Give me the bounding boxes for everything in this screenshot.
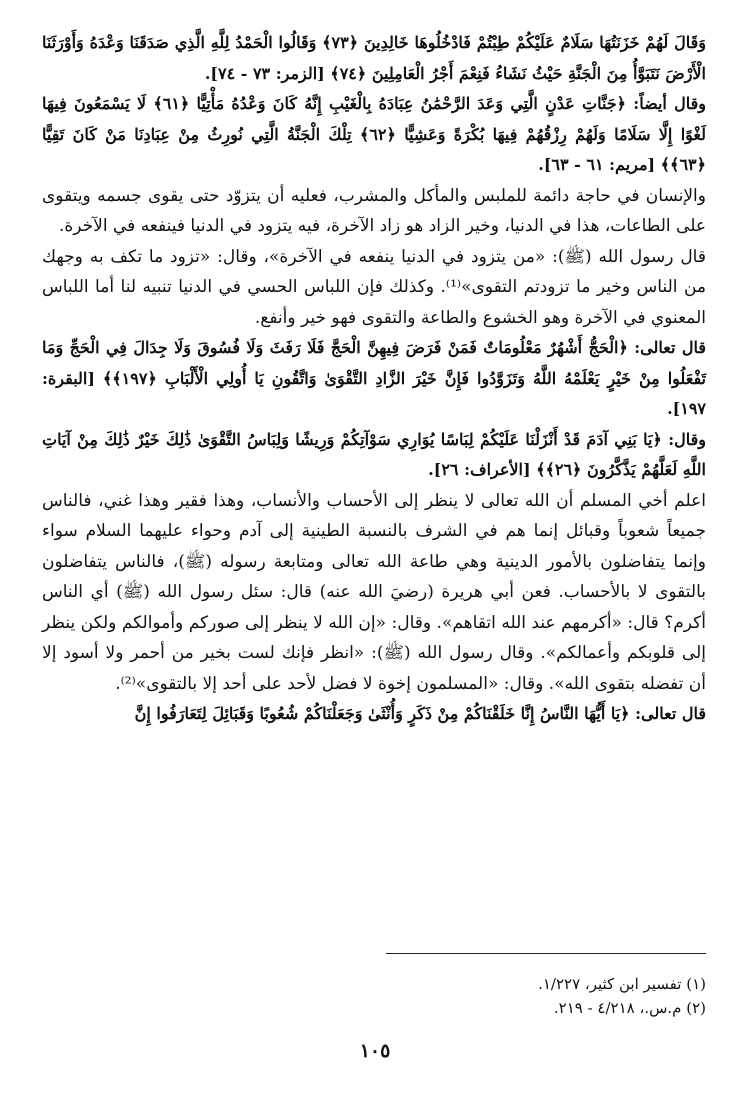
page-body (42, 28, 706, 730)
page-number: ١٠٥ (359, 1040, 391, 1062)
quran-verse-zumar: وَقَالَ لَهُمْ خَزَنَتُهَا سَلَامٌ عَلَيْكُمْ طِبْتُمْ فَادْخُلُوهَا خَالِدِينَ ﴿٧٣﴾ وَقَالُوا الْحَمْدُ لِلَّهِ الَّذِي صَدَقَنَا وَعْدَهُ وَأَوْرَثَنَا الْأَرْضَ نَتَبَوَّأُ مِنَ الْجَنَّةِ حَيْثُ نَشَاءُ فَنِعْمَ أَجْرُ الْعَامِلِينَ ﴿٧٤﴾ [الزمر: ٧٣ - ٧٤]. (42, 33, 706, 83)
quran-verse-maryam: وقال أيضاً: ﴿جَنَّاتِ عَدْنٍ الَّتِي وَعَدَ الرَّحْمَٰنُ عِبَادَهُ بِالْغَيْبِ إِنَّهُ كَانَ وَعْدُهُ مَأْتِيًّا ﴿٦١﴾ لَا يَسْمَعُونَ فِيهَا لَغْوًا إِلَّا سَلَامًا وَلَهُمْ رِزْقُهُمْ فِيهَا بُكْرَةً وَعَشِيًّا ﴿٦٢﴾ تِلْكَ الْجَنَّةُ الَّتِي نُورِثُ مِنْ عِبَادِنَا مَنْ كَانَ تَقِيًّا ﴿٦٣﴾﴾ [مريم: ٦١ - ٦٣]. (42, 94, 707, 174)
footnote-2: (٢) م.س.، ٤/٢١٨ - ٢١٩. (553, 999, 706, 1017)
quran-verse-araf: وقال: ﴿يَا بَنِي آدَمَ قَدْ أَنْزَلْنَا عَلَيْكُمْ لِبَاسًا يُوَارِي سَوْآتِكُمْ وَرِيشًا وَلِبَاسُ التَّقْوَىٰ ذَٰلِكَ خَيْرٌ ذَٰلِكَ مِنْ آيَاتِ اللَّهِ لَعَلَّهُمْ يَذَّكَّرُونَ ﴿٢٦﴾﴾ [الأعراف: ٢٦]. (42, 429, 706, 479)
paragraph-hadith-provision: قال رسول الله (ﷺ): «من يتزود في الدنيا ينفعه في الآخرة»، وقال: «تزود ما تكف به وجهك من الناس وخير ما تزودتم التقوى»⁽¹⁾. وكذلك فإن اللباس الحسي في الدنيا تنبيه لنا أما اللباس المعنوي في الآخرة وهو الخشوع والطاعة والتقوى فهو خير وأنفع. (42, 246, 707, 328)
quran-verse-baqarah: قال تعالى: ﴿الْحَجُّ أَشْهُرٌ مَعْلُومَاتٌ فَمَنْ فَرَضَ فِيهِنَّ الْحَجَّ فَلَا رَفَثَ وَلَا فُسُوقَ وَلَا جِدَالَ فِي الْحَجِّ وَمَا تَفْعَلُوا مِنْ خَيْرٍ يَعْلَمْهُ اللَّهُ وَتَزَوَّدُوا فَإِنَّ خَيْرَ الزَّادِ التَّقْوَىٰ وَاتَّقُونِ يَا أُولِي الْأَلْبَابِ ﴿١٩٧﴾﴾ [البقرة: ١٩٧]. (42, 338, 706, 418)
footnotes (386, 953, 706, 1020)
paragraph-piety: اعلم أخي المسلم أن الله تعالى لا ينظر إلى الأحساب والأنساب، وهذا فقير وهذا غني، فالناس جميعاً شعوباً وقبائل إنما هم في الشرف بالنسبة الطينية إلى آدم وحواء عليهما السلام سواء وإنما يتفاضلون بالأمور الدينية وهي طاعة الله تعالى ومتابعة رسوله (ﷺ)، فالناس يتفاضلون بالتقوى لا بالأحساب. فعن أبي هريرة (رضيَ الله عنه) قال: سئل رسول الله (ﷺ) أي الناس أكرم؟ قال: «أكرمهم عند الله اتقاهم». وقال: «إن الله لا ينظر إلى صوركم وأموالكم ولكن ينظر إلى قلوبكم وأعمالكم». وقال رسول الله (ﷺ): «انظر فإنك لست بخير من أحمر ولا أسود إلا أن تفضله بتقوى الله». وقال: «المسلمون إخوة لا فضل لأحد على أحد إلا بالتقوى»⁽²⁾. (42, 490, 706, 694)
footnote-1: (١) تفسير ابن كثير، ١/٢٢٧. (538, 975, 706, 993)
quran-verse-hujurat: قال تعالى: ﴿يَا أَيُّهَا النَّاسُ إِنَّا خَلَقْنَاكُمْ مِنْ ذَكَرٍ وَأُنْثَىٰ وَجَعَلْنَاكُمْ شُعُوبًا وَقَبَائِلَ لِتَعَارَفُوا إِنَّ (134, 704, 706, 723)
paragraph-provision: والإنسان في حاجة دائمة للملبس والمأكل والمشرب، فعليه أن يتزوّد حتى يقوى جسمه ويتقوى على الطاعات، هذا في الدنيا، وخير الزاد هو زاد الآخرة، فيه يتزود في الدنيا فينفعه في الآخرة. (42, 185, 706, 236)
